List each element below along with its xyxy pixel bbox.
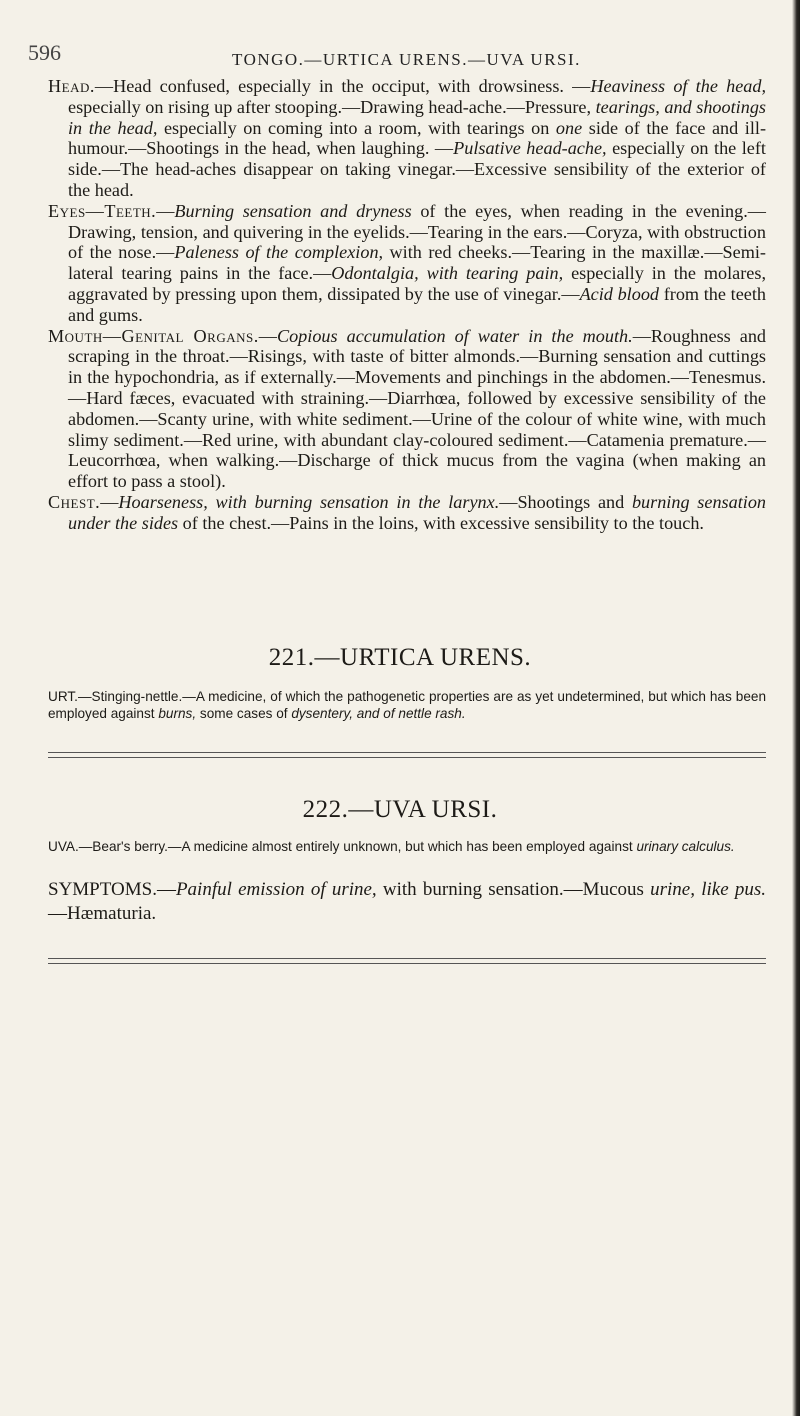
italic-text: Odontalgia, with tearing pain, [331,263,564,284]
paragraph-label: Chest. [48,491,101,512]
text-run: URT.—Stinging-nettle.—A medicine, of which the pathogenetic properties are as yet undetermined, but which has been employed against [48,689,766,721]
italic-text: tearings, and shootings in the head, [68,96,766,138]
paragraph-eyes-teeth [48,201,766,326]
bottom-rule [48,958,766,964]
definition-urtica [48,689,766,722]
italic-text: Paleness of the complexion, [174,242,384,263]
italic-text: Pulsative head-ache, [453,138,607,159]
text-run: of the chest.—Pains in the loins, with excessive sensibility to the touch. [178,512,704,533]
paragraph-mouth-genital [48,326,766,492]
italic-text: Copious accumulation of water in the mouth. [276,325,633,346]
text-run: — [100,491,119,512]
italic-text: burning sensation under the sides [68,491,767,533]
page-edge-shadow [792,0,800,1416]
running-head: TONGO.—URTICA URENS.—UVA URSI. [232,50,581,69]
italic-text: Burning sensation and dryness [174,200,412,221]
text-run: —Head confused, especially in the occiput, with drowsiness. — [94,76,591,96]
definition-uva-ursi [48,839,766,856]
italic-text: burns, [158,705,197,721]
section-heading-urtica: 221.—URTICA URENS. [268,644,532,671]
italic-text: urinary calculus. [636,839,735,854]
italic-text: Heaviness of the head, [590,76,767,96]
text-run: especially on the left side.—The head-aches disappear on taking vinegar.—Excessive sensibility of the exterior of the head. [68,138,766,200]
paragraph-chest [48,492,766,534]
symptoms-uva-ursi [48,878,766,926]
paragraph-label: Head. [48,76,95,96]
paragraph-text [68,326,766,492]
text-run: side of the face and ill-humour.—Shootings in the head, when laughing. — [68,117,766,159]
page-number: 596 [28,40,61,65]
paragraph-label: Eyes—Teeth. [48,200,157,221]
text-run: UVA.—Bear's berry.—A medicine almost entirely unknown, but which has been employed against [48,839,637,854]
text-run: with red cheeks.—Tearing in the maxillæ.—Semi-lateral tearing pains in the face.— [68,242,766,284]
italic-text: urine, like pus. [650,879,766,900]
text-run: of the eyes, when reading in the evening.—Drawing, tension, and quivering in the eyelids.—Tearing in the ears.—Coryza, with obstruction of the nose.— [68,200,766,263]
text-run: especially in the molares, aggravated by pressing upon them, dissipated by the use of vinegar.— [68,263,767,304]
text-run: —Roughness and scraping in the throat.—Risings, with taste of bitter almonds.—Burning sensation and cuttings in the hypochondria, as if externally.—Movements and pinchings in the abdomen.—Tenesmus.—Hard fæces, evacuated with straining.—Diarrhœa, followed by excessive sensibility of the abdomen.—Scanty urine, with white sediment.—Urine of the colour of white wine, with much slimy sediment.—Red urine, with abundant clay-coloured sediment.—Catamenia premature.—Leucorrhœa, when walking.—Discharge of thick mucus from the vagina (when making an effort to pass a stool). [68,325,767,492]
section-divider [48,752,766,758]
italic-text: dysentery, and of nettle rash. [291,705,466,721]
text-run: —Hæmaturia. [48,903,157,924]
section-heading-uva-ursi: 222.—UVA URSI. [302,796,498,823]
italic-text: Acid blood [579,283,660,304]
italic-text: one [555,117,583,138]
text-run: from the teeth and gums. [68,283,766,325]
text-run: — [156,200,175,221]
text-run: SYMPTOMS.— [48,879,176,900]
paragraph-text [68,201,766,325]
text-run: — [258,325,277,346]
paragraph-label: Mouth—Genital Organs. [48,325,259,346]
text-run: some cases of [196,705,292,721]
italic-text: Hoarseness, with burning sensation in the larynx. [118,491,500,512]
text-run: especially on coming into a room, with tearings on [157,117,556,138]
italic-text: Painful emission of urine, [175,879,377,900]
text-run: —Shootings and [499,491,632,512]
symptom-paragraphs [48,76,766,534]
paragraph-text [68,76,766,200]
paragraph-head [48,76,766,201]
text-run: with burning sensation.—Mucous [376,879,651,900]
text-run: especially on rising up after stooping.—Drawing head-ache.—Pressure, [68,96,596,117]
paragraph-text [68,492,766,533]
